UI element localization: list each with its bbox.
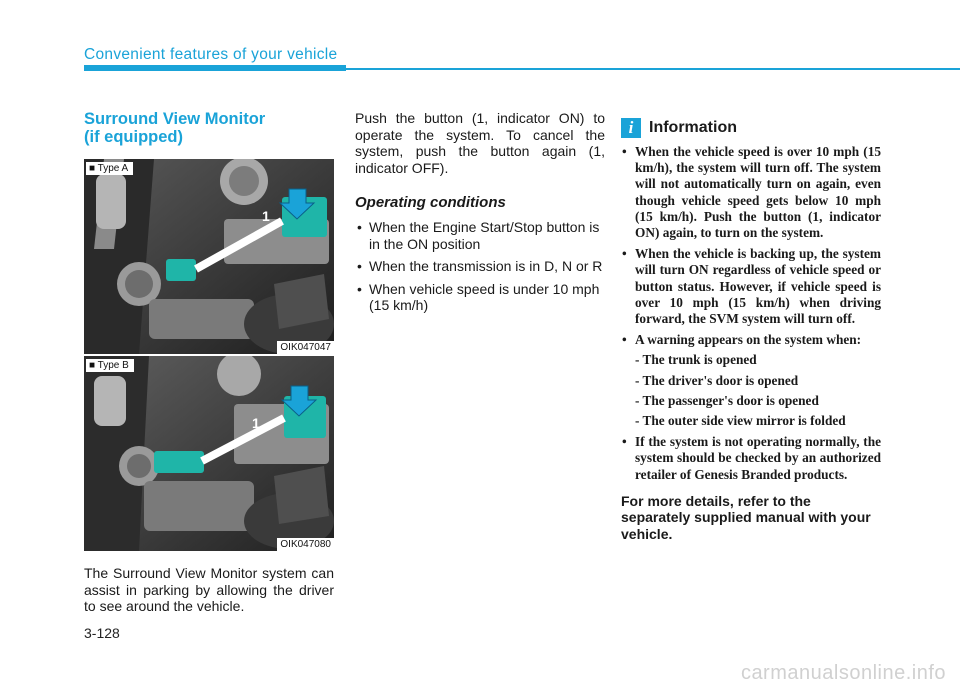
console-photo-a bbox=[84, 159, 334, 354]
section-title bbox=[84, 110, 334, 146]
figure-type-b bbox=[84, 356, 334, 551]
warning-item: - The driver's door is opened bbox=[635, 372, 799, 388]
header-title: Convenient features of your vehicle bbox=[84, 46, 338, 63]
list-item: • When the transmission is in D, N or R bbox=[355, 258, 605, 275]
figure-a-code: OIK047047 bbox=[277, 341, 334, 354]
information-box bbox=[621, 112, 881, 542]
callout-a: 1 bbox=[262, 208, 270, 224]
warning-list bbox=[635, 352, 881, 429]
watermark: carmanualsonline.info bbox=[740, 662, 946, 684]
list-item bbox=[621, 332, 881, 429]
warning-intro: A warning appears on the system when: bbox=[635, 332, 862, 348]
info-icon: i bbox=[621, 118, 641, 138]
conditions-list bbox=[355, 219, 605, 314]
header-rule bbox=[84, 68, 960, 70]
page-number: 3-128 bbox=[84, 625, 120, 641]
list-item: • When vehicle speed is under 10 mph (15 km/h) bbox=[355, 281, 605, 314]
list-item: • When the vehicle speed is over 10 mph (15 km/h), the system will turn off. The system will not automatically turn on again, even though vehicle speed gets below 10 mph (15 km/h). Push the button (1, indicator ON) again, to turn on the system. bbox=[621, 144, 881, 241]
warning-item: - The outer side view mirror is folded bbox=[635, 413, 846, 429]
information-header bbox=[621, 118, 881, 138]
type-a-label: ■ Type A bbox=[86, 162, 133, 175]
information-list bbox=[621, 144, 881, 483]
list-item: • When the Engine Start/Stop button is in the ON position bbox=[355, 219, 605, 252]
figure-type-a bbox=[84, 159, 334, 354]
left-column bbox=[84, 110, 334, 615]
more-details-note: For more details, refer to the separately supplied manual with your vehicle. bbox=[621, 492, 871, 542]
warning-item: - The passenger's door is opened bbox=[635, 392, 819, 408]
section-title-line2: (if equipped) bbox=[84, 128, 183, 146]
instructions-paragraph: Push the button (1, indicator ON) to operate the system. To cancel the system, push the button again (1, indicator OFF). bbox=[355, 110, 605, 176]
list-item: • When the vehicle is backing up, the system will turn ON regardless of vehicle speed or button status. However, if vehicle speed is over 10 mph (15 km/h) when driving forward, the SVM system will turn off. bbox=[621, 246, 881, 327]
section-title-line1: Surround View Monitor bbox=[84, 110, 266, 128]
figure-b-code: OIK047080 bbox=[277, 538, 334, 551]
list-item: • If the system is not operating normally, the system should be checked by an authorized retailer of Genesis Branded products. bbox=[621, 434, 881, 483]
middle-column bbox=[355, 110, 605, 320]
console-photo-b bbox=[84, 356, 334, 551]
intro-paragraph: The Surround View Monitor system can assist in parking by allowing the driver to see around the vehicle. bbox=[84, 565, 334, 614]
conditions-title: Operating conditions bbox=[355, 194, 506, 211]
type-b-label: ■ Type B bbox=[86, 359, 134, 372]
warning-item: - The trunk is opened bbox=[635, 352, 757, 368]
callout-b: 1 bbox=[252, 415, 260, 431]
information-title: Information bbox=[649, 119, 737, 136]
